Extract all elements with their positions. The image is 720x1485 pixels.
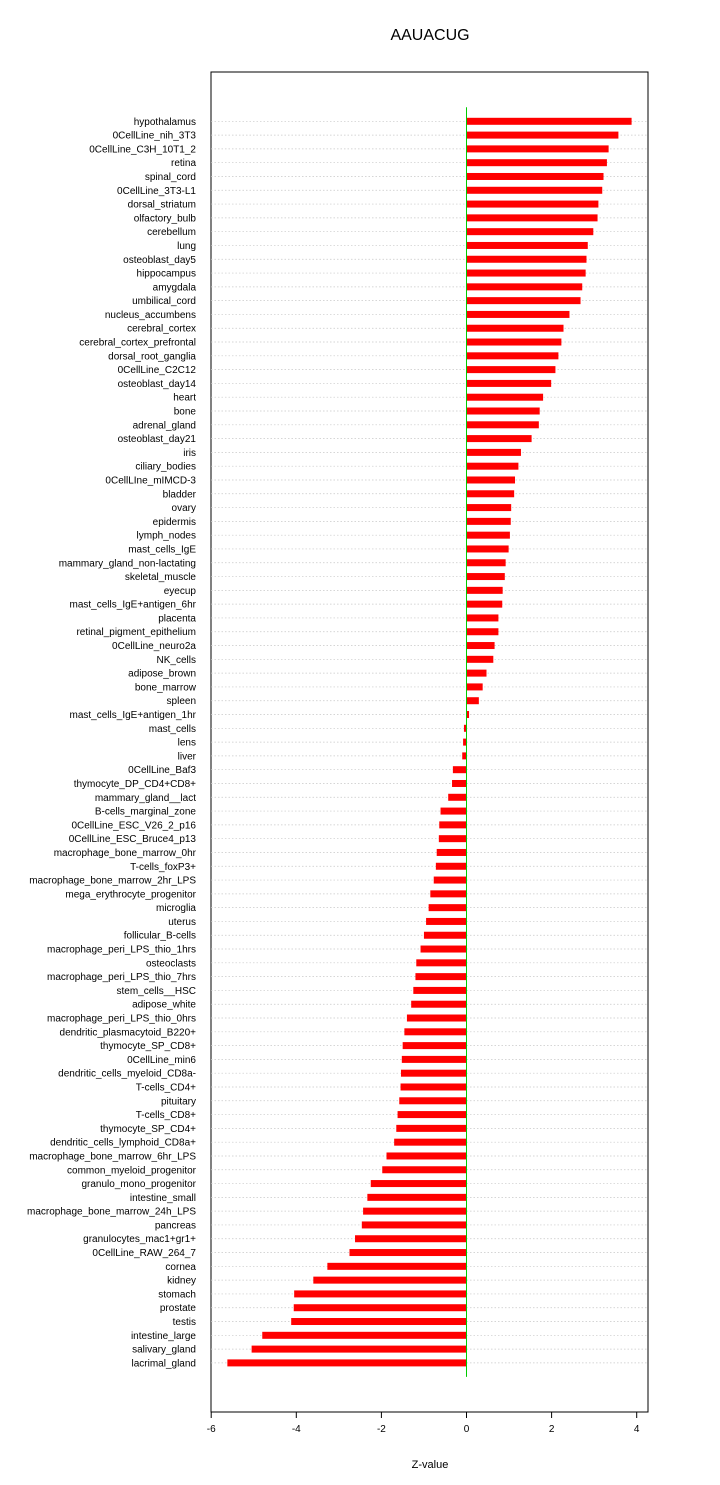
category-label: epidermis [152,516,196,528]
category-label: dendritic_cells_lymphoid_CD8a+ [50,1137,196,1149]
category-label: hypothalamus [133,116,196,128]
bar [467,201,599,208]
bar [252,1346,467,1353]
category-label: heart [173,392,196,404]
bar [467,518,511,525]
bar [467,587,503,594]
category-label: microglia [155,903,196,915]
category-label: granulo_mono_progenitor [81,1179,196,1191]
category-label: adipose_white [132,999,196,1011]
bar [467,449,521,456]
bar [467,187,603,194]
category-label: olfactory_bulb [133,213,196,225]
bar [355,1235,466,1242]
bar [327,1263,466,1270]
category-label: dendritic_plasmacytoid_B220+ [59,1027,196,1039]
bar [363,1208,466,1215]
bar [416,959,466,966]
category-label: bone_marrow [134,682,196,694]
bar [467,532,510,539]
category-label: macrophage_peri_LPS_thio_7hrs [47,972,196,984]
category-label: amygdala [152,282,196,294]
x-axis-label: Z-value [411,1459,449,1471]
bar [467,311,570,318]
category-label: osteoblast_day14 [117,378,196,390]
bar [429,904,467,911]
category-label: 0CellLine_RAW_264_7 [92,1248,196,1260]
category-label: dorsal_root_ganglia [108,351,196,363]
bar [262,1332,466,1339]
bar [467,476,516,483]
category-label: 0CellLIne_mIMCD-3 [105,475,196,487]
category-label: umbilical_cord [132,296,196,308]
category-label: mast_cells_IgE [128,544,196,556]
category-label: intestine_large [130,1330,196,1342]
bar [467,642,495,649]
category-label: prostate [159,1303,196,1315]
bar [398,1111,467,1118]
bar [403,1042,467,1049]
category-label: liver [177,751,196,763]
category-label: retina [170,158,196,170]
bar [421,946,467,953]
bar [291,1318,466,1325]
bar [467,421,539,428]
bar [401,1083,467,1090]
category-label: 0CellLine_3T3-L1 [117,185,196,197]
bar [294,1304,467,1311]
category-label: macrophage_peri_LPS_thio_1hrs [47,944,196,956]
bar [467,132,619,139]
bar [467,145,609,152]
category-label: pancreas [154,1220,196,1232]
bar [467,283,583,290]
bar [434,877,467,884]
bar [294,1290,466,1297]
category-label: placenta [158,613,196,625]
bar [367,1194,466,1201]
x-tick-label: 4 [633,1424,640,1435]
category-label: mammary_gland_non-lactating [58,558,196,570]
category-label: pituitary [160,1096,196,1108]
category-label: lacrimal_gland [131,1358,196,1370]
bar [467,628,499,635]
bar [402,1056,467,1063]
category-label: granulocytes_mac1+gr1+ [83,1234,196,1246]
bar [467,408,540,415]
bar [467,697,479,704]
category-label: B-cells_marginal_zone [94,806,196,818]
bar [227,1359,466,1366]
category-label: mast_cells [148,723,196,735]
category-label: T-cells_CD4+ [135,1082,196,1094]
category-label: T-cells_foxP3+ [130,861,196,873]
category-label: salivary_gland [132,1344,196,1356]
category-label: lung [177,240,196,252]
category-label: stomach [158,1289,196,1301]
category-label: uterus [168,916,196,928]
bar [437,849,467,856]
category-label: lens [177,737,196,749]
category-label: 0CellLine_C2C12 [117,365,196,377]
category-label: mammary_gland__lact [94,792,196,804]
bar [413,987,466,994]
bar [467,435,532,442]
bar [439,821,466,828]
bar [439,835,467,842]
category-label: 0CellLine_ESC_V26_2_p16 [71,820,196,832]
category-label: stem_cells__HSC [116,985,196,997]
grid-lines [211,121,648,1363]
bar [426,918,466,925]
bar [424,932,467,939]
category-label: macrophage_bone_marrow_6hr_LPS [29,1151,196,1163]
x-tick-label: 2 [548,1424,555,1435]
category-label: 0CellLine_neuro2a [112,641,196,653]
bar [467,214,598,221]
bar [394,1139,466,1146]
category-label: bone [173,406,196,418]
category-label: T-cells_CD8+ [135,1110,196,1122]
bar [382,1166,466,1173]
bar [467,394,544,401]
bar [467,573,505,580]
category-label: mega_erythrocyte_progenitor [65,889,196,901]
bar [467,256,587,263]
bar [467,159,607,166]
category-label: adipose_brown [128,668,196,680]
chart-title: AAUACUG [390,27,470,44]
category-label: testis [172,1317,196,1329]
category-label: cerebral_cortex [127,323,196,335]
bar [467,380,552,387]
bar [399,1097,466,1104]
bar [467,656,494,663]
category-label: follicular_B-cells [123,930,196,942]
bar [404,1028,466,1035]
category-label: hippocampus [136,268,196,280]
bar [371,1180,467,1187]
bar [467,118,632,125]
category-label: retinal_pigment_epithelium [76,627,196,639]
category-label: iris [183,447,196,459]
category-label: cornea [165,1261,196,1273]
bar [467,601,503,608]
bar [430,890,466,897]
x-tick-label: -2 [376,1424,386,1435]
bar [467,366,556,373]
category-label: macrophage_bone_marrow_24h_LPS [26,1206,196,1218]
category-label: bladder [162,489,196,501]
category-label: adrenal_gland [132,420,196,432]
bar [467,339,562,346]
bar [452,780,466,787]
bar [463,739,466,746]
category-label: lymph_nodes [136,530,196,542]
bar [467,297,581,304]
category-label: cerebral_cortex_prefrontal [79,337,196,349]
category-label: spleen [166,696,196,708]
bar [387,1152,467,1159]
category-label: eyecup [163,585,196,597]
category-label: osteoblast_day21 [117,434,196,446]
category-label: kidney [167,1275,196,1287]
bar [415,973,466,980]
category-label: thymocyte_DP_CD4+CD8+ [73,778,196,790]
category-label: ciliary_bodies [135,461,196,473]
category-label: ovary [171,503,196,515]
category-label: 0CellLine_Baf3 [128,765,196,777]
category-label: 0CellLine_min6 [127,1054,196,1066]
bar [462,752,466,759]
category-label: intestine_small [129,1192,196,1204]
bar [467,463,519,470]
bar [401,1070,467,1077]
bar [396,1125,466,1132]
bar [411,1001,466,1008]
bar [467,490,515,497]
bar [441,808,467,815]
category-label: macrophage_bone_marrow_2hr_LPS [29,875,196,887]
x-tick-label: -4 [291,1424,301,1435]
category-label: 0CellLine_nih_3T3 [112,130,196,142]
category-label: spinal_cord [144,171,196,183]
bar [467,352,559,359]
bar [349,1249,466,1256]
bar [407,1015,467,1022]
category-label: 0CellLine_C3H_10T1_2 [89,144,196,156]
bar [467,270,586,277]
category-label: mast_cells_IgE+antigen_6hr [69,599,196,611]
bar [467,228,594,235]
x-axis [207,1412,640,1435]
bar [467,545,509,552]
bar [467,242,588,249]
category-label: cerebellum [147,227,196,239]
bar [436,863,467,870]
category-label: NK_cells [156,654,196,666]
category-label: osteoblast_day5 [123,254,196,266]
category-label: macrophage_peri_LPS_thio_0hrs [47,1013,196,1025]
bar [467,670,487,677]
category-label: common_myeloid_progenitor [67,1165,196,1177]
bar [467,614,499,621]
category-label: thymocyte_SP_CD4+ [100,1123,196,1135]
bar [467,683,483,690]
category-label: mast_cells_IgE+antigen_1hr [69,710,196,722]
category-label: nucleus_accumbens [104,309,196,321]
x-tick-label: -6 [206,1424,216,1435]
bar [313,1277,466,1284]
category-labels [27,117,197,1370]
category-label: dendritic_cells_myeloid_CD8a- [58,1068,196,1080]
category-label: skeletal_muscle [124,572,196,584]
bar [453,766,467,773]
category-label: osteoclasts [145,958,196,970]
bar [467,504,512,511]
x-tick-label: 0 [463,1424,470,1435]
bar [467,325,564,332]
category-label: macrophage_bone_marrow_0hr [53,847,196,859]
bar [448,794,466,801]
category-label: dorsal_striatum [127,199,196,211]
bar [362,1221,467,1228]
bar [467,559,506,566]
bar [467,173,604,180]
category-label: 0CellLine_ESC_Bruce4_p13 [68,834,196,846]
category-label: thymocyte_SP_CD8+ [100,1041,196,1053]
